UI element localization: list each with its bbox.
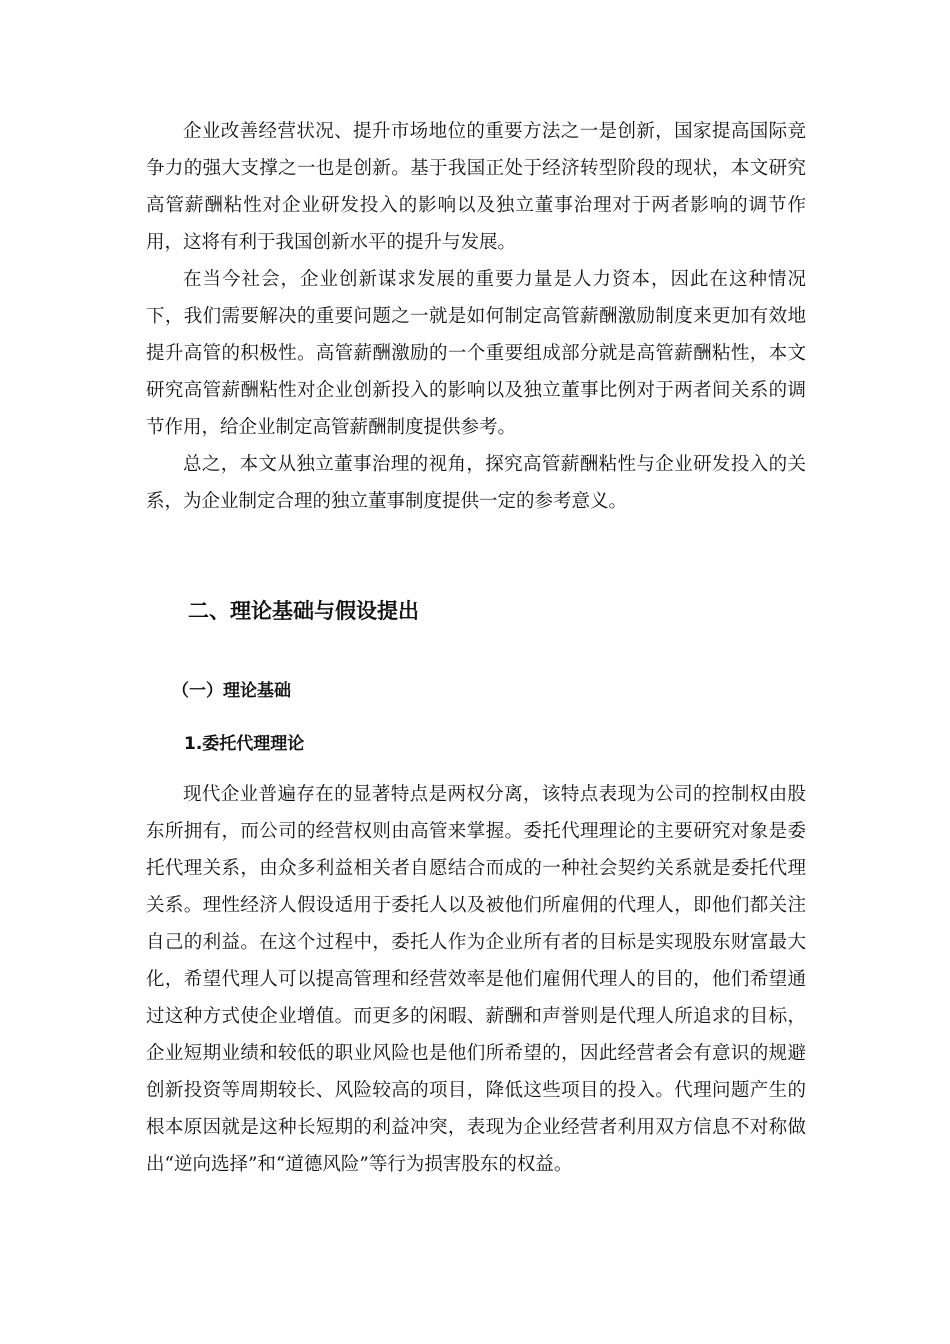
intro-paragraph-3: 总之，本文从独立董事治理的视角，探究高管薪酬粘性与企业研发投入的关系，为企业制定合理的独立董事制度提供一定的参考意义。 — [146, 454, 806, 512]
section-heading: 二、理论基础与假设提出 — [188, 599, 419, 623]
theory-paragraph-1: 现代企业普遍存在的显著特点是两权分离，该特点表现为公司的控制权由股东所拥有，而公司的经营权则由高管来掌握。委托代理理论的主要研究对象是委托代理关系，由众多利益相关者自愿结合而成的一种社会契约关系就是委托代理关系。理性经济人假设适用于委托人以及被他们所雇佣的代理人，即他们都关注自己的利益。在这个过程中，委托人作为企业所有者的目标是实现股东财富最大化，希望代理人可以提高管理和经营效率是他们雇佣代理人的目的，他们希望通过这种方式使企业增值。而更多的闲暇、薪酬和声誉则是代理人所追求的目标，企业短期业绩和较低的职业风险也是他们所希望的，因此经营者会有意识的规避创新投资等周期较长、风险较高的项目，降低这些项目的投入。代理问题产生的根本原因就是这种长短期的利益冲突，表现为企业经营者利用双方信息不对称做出“逆向选择”和“道德风险”等行为损害股东的权益。 — [146, 784, 806, 1175]
theory-text-block — [146, 776, 806, 1183]
theory-heading: 1.委托代理理论 — [184, 734, 305, 754]
intro-paragraph-2: 在当今社会，企业创新谋求发展的重要力量是人力资本，因此在这种情况下，我们需要解决的重要问题之一就是如何制定高管薪酬激励制度来更加有效地提升高管的积极性。高管薪酬激励的一个重要组成部分就是高管薪酬粘性，本文研究高管薪酬粘性对企业创新投入的影响以及独立董事比例对于两者间关系的调节作用，给企业制定高管薪酬制度提供参考。 — [146, 269, 806, 438]
intro-text-block — [146, 113, 806, 520]
subsection-heading: （一）理论基础 — [172, 681, 291, 701]
intro-paragraph-1: 企业改善经营状况、提升市场地位的重要方法之一是创新，国家提高国际竞争力的强大支撑之一也是创新。基于我国正处于经济转型阶段的现状，本文研究高管薪酬粘性对企业研发投入的影响以及独立董事治理对于两者影响的调节作用，这将有利于我国创新水平的提升与发展。 — [146, 121, 806, 253]
